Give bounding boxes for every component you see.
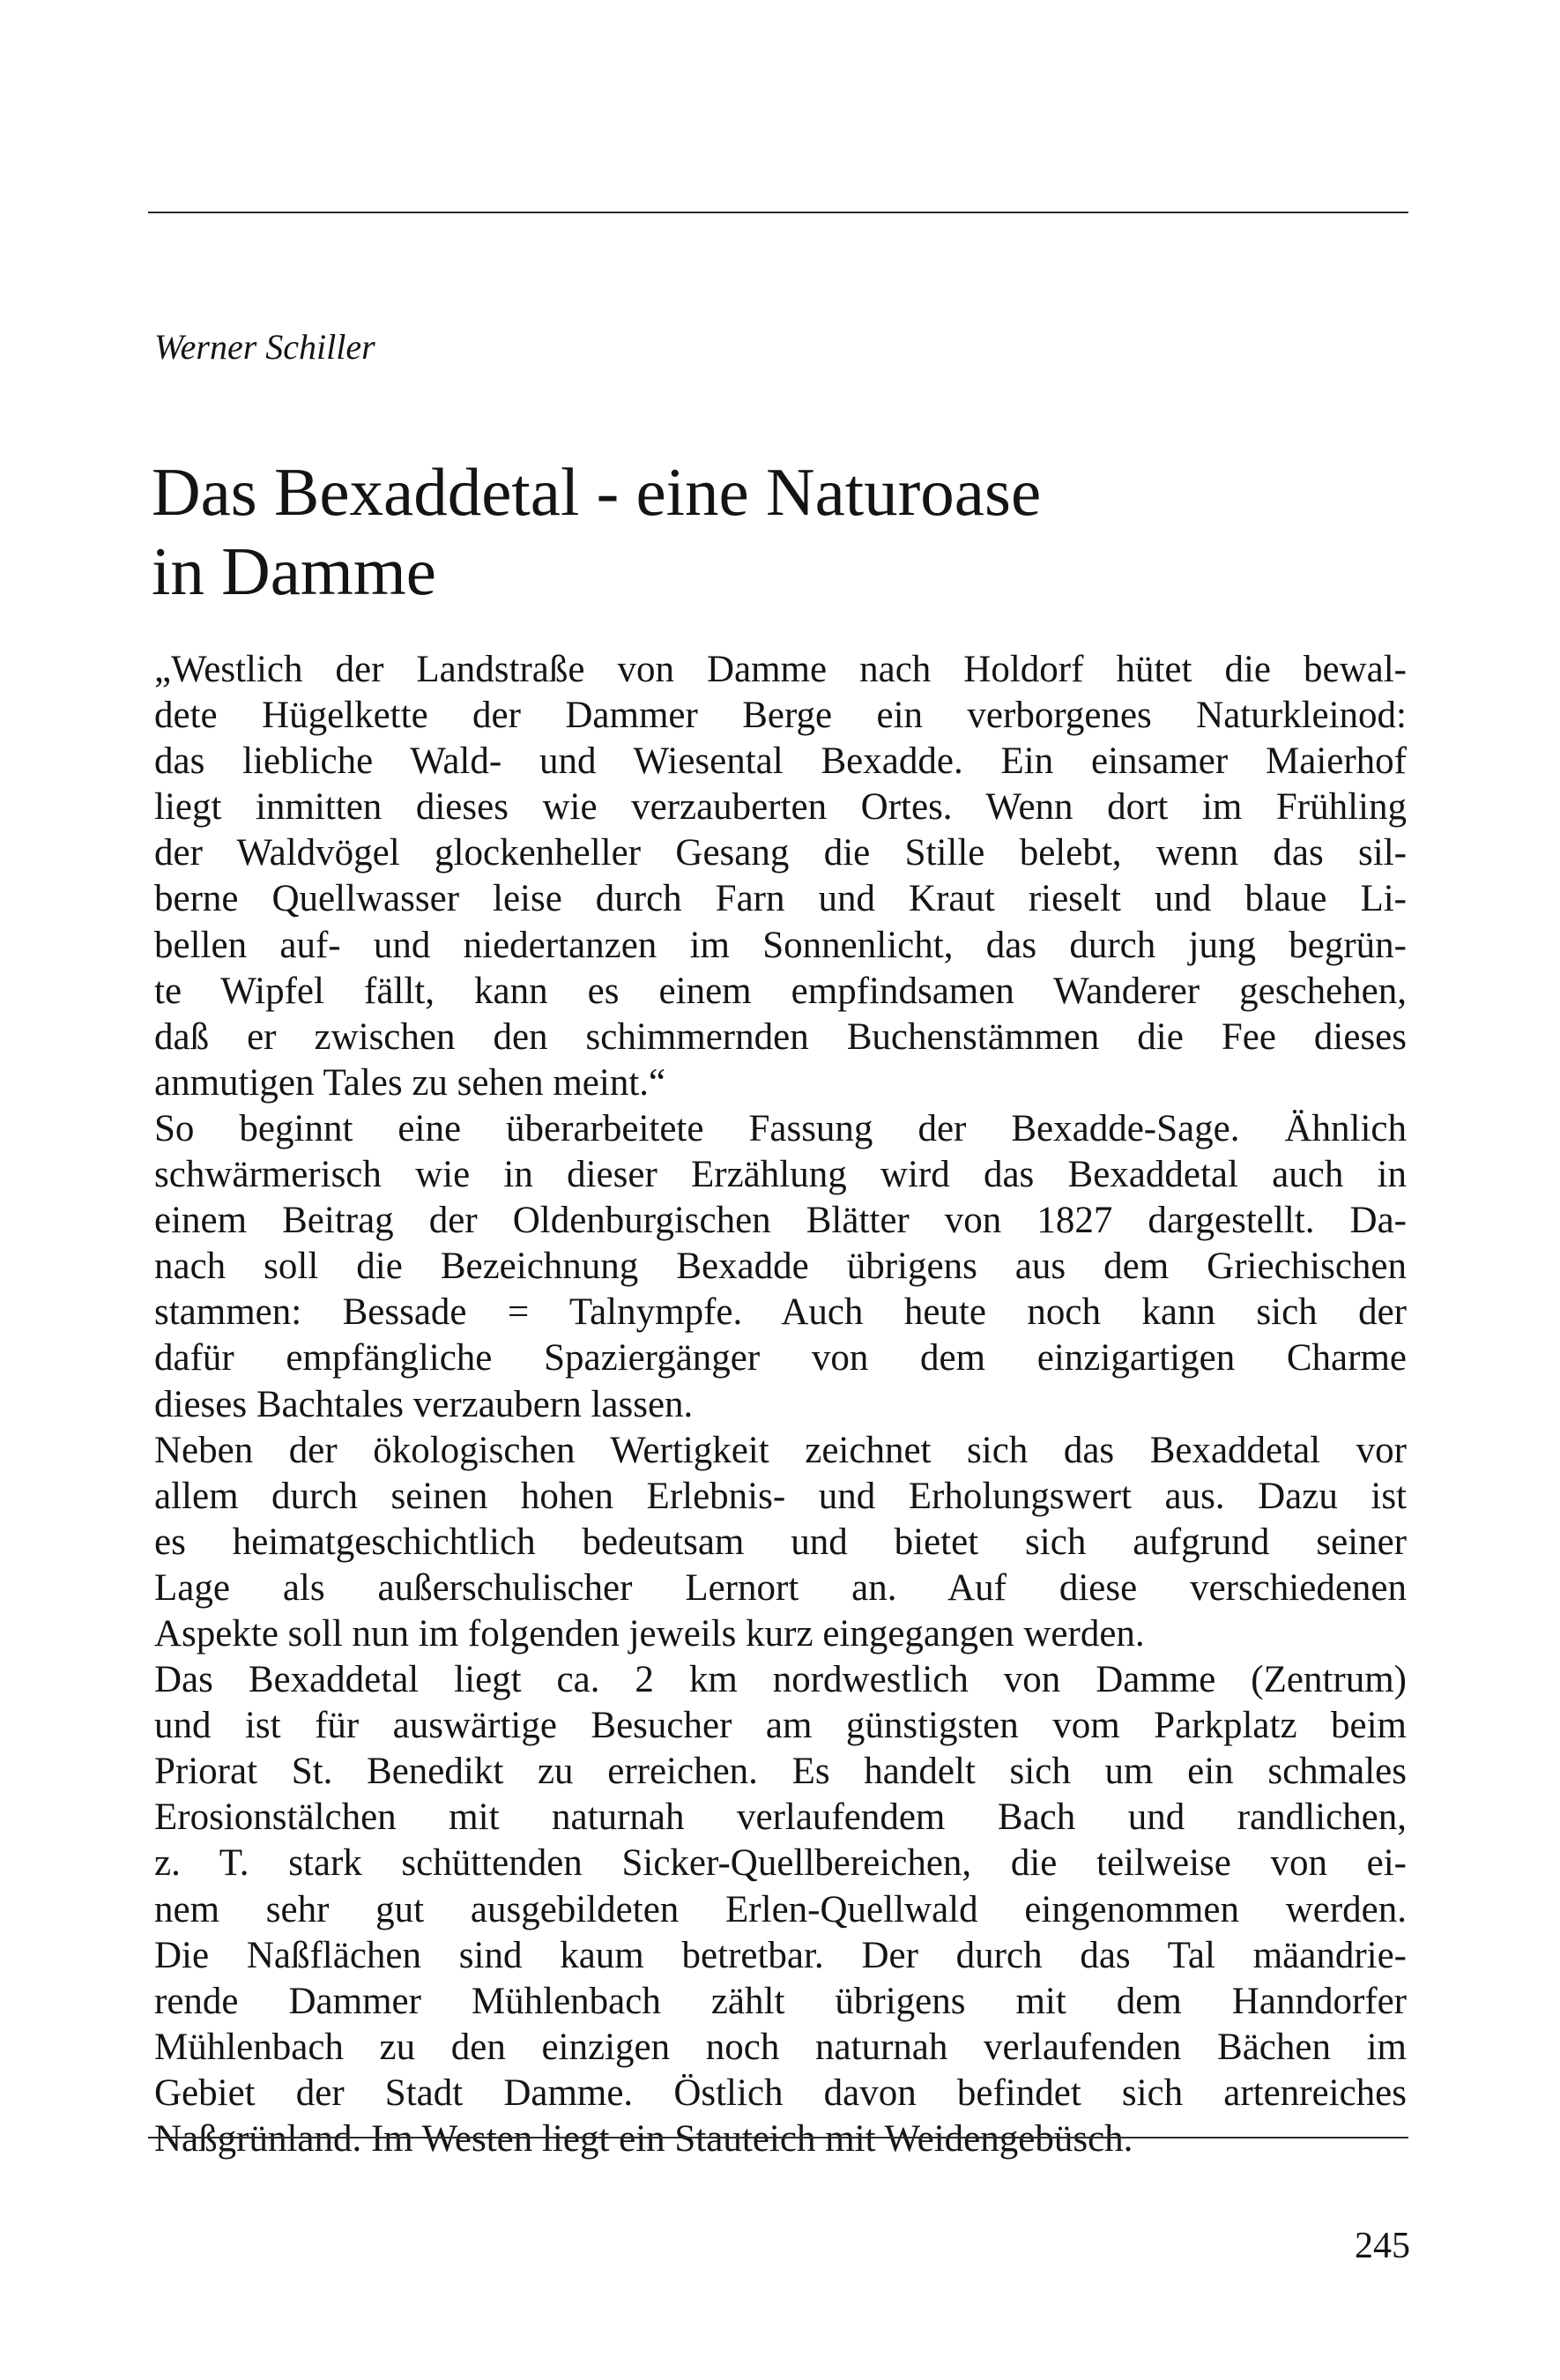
text-line: bellen auf- und niedertanzen im Sonnenlicht, das durch jung begrün- (154, 924, 1407, 966)
text-line: dete Hügelkette der Dammer Berge ein verborgenes Naturkleinod: (154, 695, 1407, 737)
text-line: liegt inmitten dieses wie verzauberten Ortes. Wenn dort im Frühling (154, 786, 1407, 829)
text-line: Die Naßflächen sind kaum betretbar. Der durch das Tal mäandrie- (154, 1934, 1407, 1976)
text-line: nem sehr gut ausgebildeten Erlen-Quellwald eingenommen werden. (154, 1888, 1407, 1930)
text-line: Lage als außerschulischer Lernort an. Auf diese verschiedenen (154, 1566, 1407, 1609)
text-line: das liebliche Wald- und Wiesental Bexadde. Ein einsamer Maierhof (154, 740, 1407, 783)
text-line: schwärmerisch wie in dieser Erzählung wird das Bexaddetal auch in (154, 1154, 1407, 1196)
title-line: in Damme (152, 533, 436, 609)
text-line: Das Bexaddetal liegt ca. 2 km nordwestlich von Damme (Zentrum) (154, 1659, 1407, 1701)
text-line: te Wipfel fällt, kann es einem empfindsamen Wanderer geschehen, (154, 970, 1407, 1012)
text-line: einem Beitrag der Oldenburgischen Blätter von 1827 dargestellt. Da- (154, 1200, 1407, 1242)
text-line: „Westlich der Landstraße von Damme nach Holdorf hütet die bewal- (154, 649, 1407, 690)
text-line: dafür empfängliche Spaziergänger von dem einzigartigen Charme (154, 1337, 1407, 1380)
text-line: allem durch seinen hohen Erlebnis- und Erholungswert aus. Dazu ist (154, 1475, 1407, 1517)
author-name: Werner Schiller (154, 327, 375, 367)
article-title (152, 452, 1041, 611)
text-line: berne Quellwasser leise durch Farn und Kraut rieselt und blaue Li- (154, 878, 1407, 920)
text-line: rende Dammer Mühlenbach zählt übrigens mit dem Hanndorfer (154, 1980, 1407, 2022)
text-line: stammen: Bessade = Talnympfe. Auch heute noch kann sich der (154, 1291, 1407, 1334)
text-line: nach soll die Bezeichnung Bexadde übrigens aus dem Griechischen (154, 1246, 1407, 1288)
text-line: daß er zwischen den schimmernden Buchenstämmen die Fee dieses (154, 1015, 1407, 1058)
text-line: anmutigen Tales zu sehen meint.“ (154, 1061, 666, 1104)
header-rule (148, 212, 1408, 213)
page-number: 245 (1355, 2226, 1410, 2266)
text-line: es heimatgeschichtlich bedeutsam und bietet sich aufgrund seiner (154, 1521, 1407, 1563)
text-line: Mühlenbach zu den einzigen noch naturnah verlaufenden Bächen im (154, 2026, 1407, 2068)
title-line: Das Bexaddetal - eine Naturoase (152, 454, 1042, 530)
text-line: Aspekte soll nun im folgenden jeweils kurz eingegangen werden. (154, 1612, 1145, 1655)
text-line: z. T. stark schüttenden Sicker-Quellbereichen, die teilweise von ei- (154, 1842, 1407, 1885)
text-line: der Waldvögel glockenheller Gesang die Stille belebt, wenn das sil- (154, 832, 1407, 874)
text-line: dieses Bachtales verzaubern lassen. (154, 1383, 694, 1425)
text-line: Naßgrünland. Im Westen liegt ein Stauteich mit Weidengebüsch. (154, 2118, 1133, 2160)
text-line: So beginnt eine überarbeitete Fassung der Bexadde-Sage. Ähnlich (154, 1107, 1407, 1149)
text-line: und ist für auswärtige Besucher am günstigsten vom Parkplatz beim (154, 1705, 1407, 1747)
article-body (154, 647, 1407, 2162)
footer-rule (148, 2137, 1408, 2138)
text-line: Priorat St. Benedikt zu erreichen. Es handelt sich um ein schmales (154, 1751, 1407, 1793)
text-line: Erosionstälchen mit naturnah verlaufendem Bach und randlichen, (154, 1796, 1407, 1839)
text-line: Neben der ökologischen Wertigkeit zeichnet sich das Bexaddetal vor (154, 1429, 1407, 1471)
text-line: Gebiet der Stadt Damme. Östlich davon befindet sich artenreiches (154, 2071, 1407, 2114)
